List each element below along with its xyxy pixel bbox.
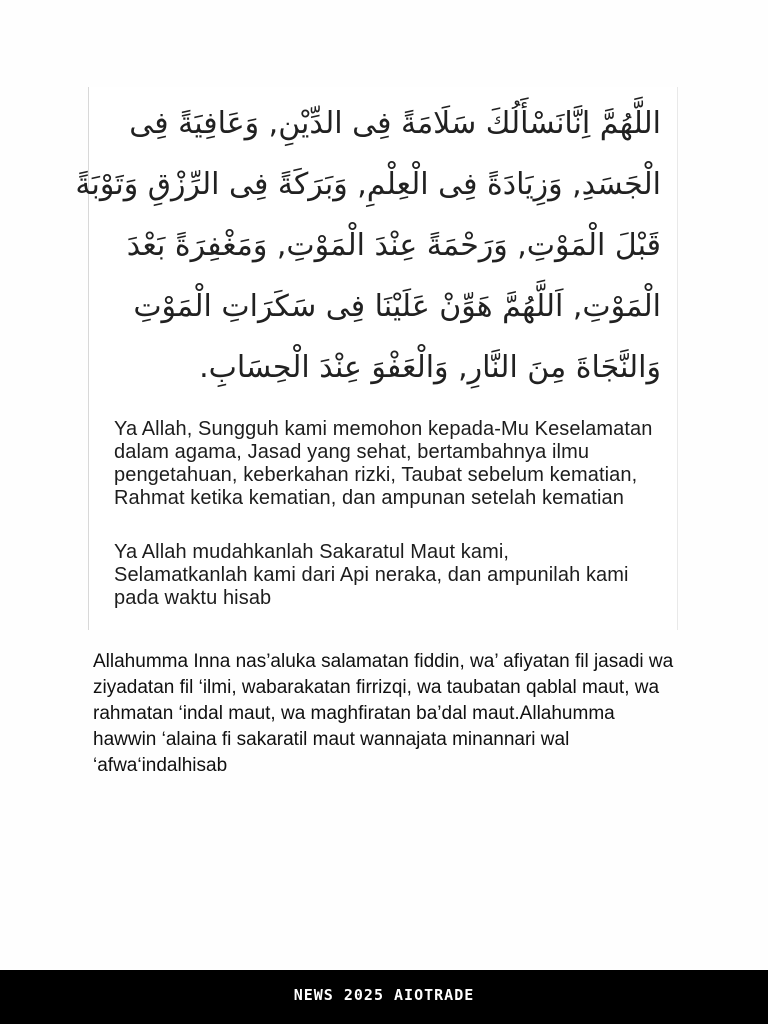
translation-line: pengetahuan, keberkahan rizki, Taubat sebelum kematian, — [114, 464, 638, 486]
prayer-scan-image — [75, 87, 678, 630]
transliteration-line: Allahumma Inna nas’aluka salamatan fiddin, wa’ afiyatan fil jasadi wa — [93, 651, 674, 672]
translation-paragraph-2 — [114, 541, 669, 610]
translation-line: Selamatkanlah kami dari Api neraka, dan ampunilah kami — [114, 564, 629, 586]
arabic-line: الْمَوْتِ, اَللَّهُمَّ هَوِّنْ عَلَيْنَا فِى سَكَرَاتِ الْمَوْتِ — [133, 289, 661, 324]
translation-line: Ya Allah mudahkanlah Sakaratul Maut kami, — [114, 541, 510, 563]
transliteration-line: hawwin ‘alaina fi sakaratil maut wannajata minannari wal — [93, 729, 570, 750]
translation-line: Rahmat ketika kematian, dan ampunan setelah kematian — [114, 487, 624, 509]
translation-line: Ya Allah, Sungguh kami memohon kepada-Mu Keselamatan — [114, 418, 653, 440]
arabic-line: اللَّهُمَّ اِنَّانَسْأَلُكَ سَلَامَةً فِى الدِّيْنِ, وَعَافِيَةً فِى — [129, 106, 661, 141]
arabic-line: قَبْلَ الْمَوْتِ, وَرَحْمَةً عِنْدَ الْمَوْتِ, وَمَغْفِرَةً بَعْدَ — [126, 228, 661, 263]
translation-line: pada waktu hisab — [114, 587, 272, 609]
transliteration-line: ‘afwa‘indalhisab — [93, 755, 228, 776]
transliteration-line: rahmatan ‘indal maut, wa maghfiratan ba’dal maut.Allahumma — [93, 703, 615, 724]
footer-text: NEWS 2025 AIOTRADE — [293, 986, 475, 1004]
transliteration-paragraph — [93, 649, 693, 779]
transliteration-line: ziyadatan fil ‘ilmi, wabarakatan firrizqi, wa taubatan qablal maut, wa — [93, 677, 660, 698]
translation-line: dalam agama, Jasad yang sehat, bertambahnya ilmu — [114, 441, 590, 463]
arabic-line: وَالنَّجَاةَ مِنَ النَّارِ, وَالْعَفْوَ عِنْدَ الْحِسَابِ. — [199, 350, 661, 385]
footer-bar — [0, 970, 768, 1024]
translation-paragraph-1 — [114, 418, 669, 510]
arabic-line: الْجَسَدِ, وَزِيَادَةً فِى الْعِلْمِ, وَبَرَكَةً فِى الرِّزْقِ وَتَوْبَةً — [75, 167, 661, 202]
arabic-prayer-text — [75, 93, 661, 398]
